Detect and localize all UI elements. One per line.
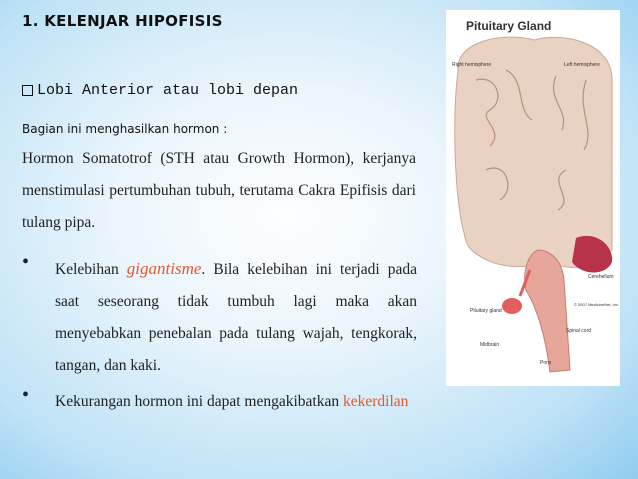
left-hemisphere-label: Left hemisphere	[564, 62, 600, 68]
brain-hemispheres-shape	[455, 37, 612, 267]
dwarfism-term: kekerdilan	[342, 393, 409, 410]
bullet-dot-icon: •	[22, 384, 30, 406]
cerebellum-label: Cerebellum	[588, 274, 614, 280]
subheading	[22, 82, 298, 99]
intro-text: Bagian ini menghasilkan hormon :	[22, 122, 228, 136]
bullet-text-before: Kelebihan	[55, 261, 127, 278]
pituitary-gland-illustration	[446, 10, 620, 386]
right-hemisphere-label: Right hemisphere	[452, 62, 492, 68]
bullet-text	[55, 253, 417, 382]
figure-title: Pituitary Gland	[466, 19, 552, 33]
bullet-dot-icon: •	[22, 251, 30, 273]
midbrain-label: Midbrain	[480, 342, 500, 348]
bullet-text-before: Kekurangan hormon ini dapat mengakibatkan	[55, 393, 343, 410]
checkbox-bullet-icon	[22, 85, 33, 96]
pons-label: Pons	[540, 360, 552, 366]
copyright-label: © 2007 MedicineNet, Inc.	[574, 302, 619, 307]
subheading-text: Lobi Anterior atau lobi depan	[37, 82, 299, 99]
bullet-text	[55, 386, 417, 418]
slide-title: 1. KELENJAR HIPOFISIS	[22, 12, 223, 30]
pituitary-gland-label: Pituitary gland	[470, 308, 502, 314]
gigantism-term: gigantisme	[126, 259, 202, 278]
paragraph-text: Hormon Somatotrof (STH atau Growth Hormon), kerjanya menstimulasi pertumbuhan tubuh, terutama Cakra Epifisis dari tulang pipa.	[22, 150, 416, 231]
spinal-cord-label: Spinal cord	[566, 328, 592, 334]
bullet-text-after: . Bila kelebihan ini terjadi pada saat seseorang tidak tumbuh lagi maka akan menyebabkan penebalan pada tulang wajah, tengkorak, tangan, dan kaki.	[55, 261, 417, 374]
brainstem-shape	[525, 250, 570, 372]
pituitary-shape	[502, 298, 522, 314]
